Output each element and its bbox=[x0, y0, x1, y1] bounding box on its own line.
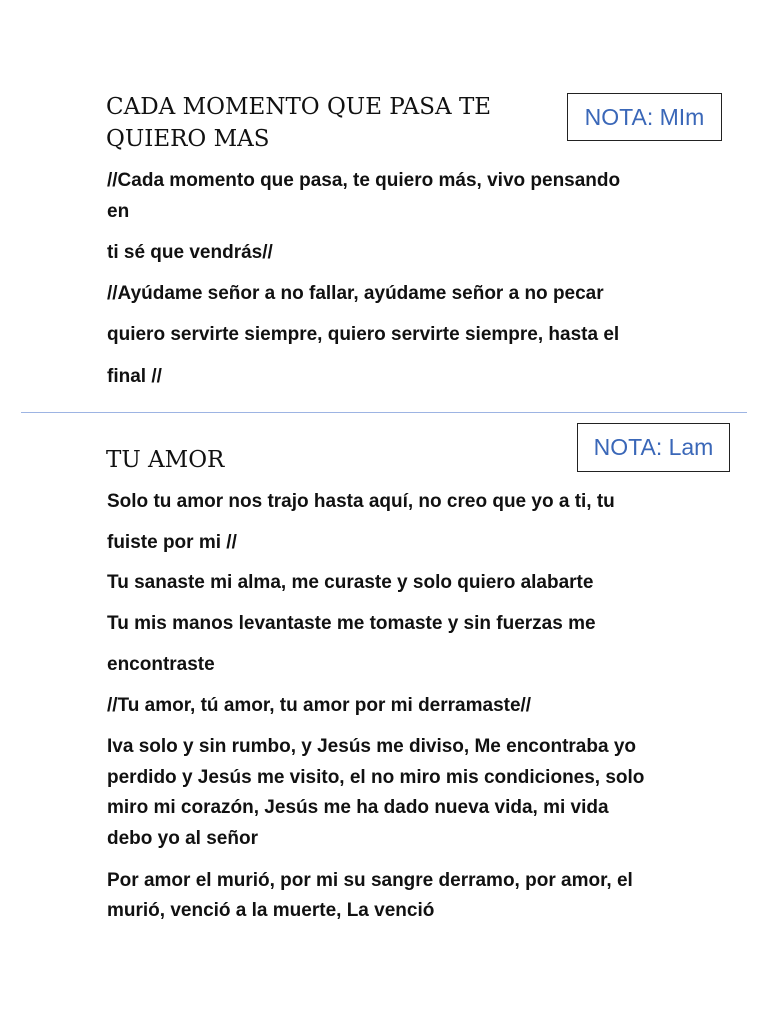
song-2-nota-box: NOTA: Lam bbox=[577, 423, 730, 472]
song-2-lyric-line: Tu sanaste mi alma, me curaste y solo quiero alabarte bbox=[107, 572, 594, 593]
song-2-lyric-line: perdido y Jesús me visito, el no miro mis condiciones, solo bbox=[107, 767, 645, 788]
song-1-nota-box: NOTA: MIm bbox=[567, 93, 722, 141]
song-2-lyric-line: //Tu amor, tú amor, tu amor por mi derramaste// bbox=[107, 695, 532, 716]
song-2-lyric-line: Tu mis manos levantaste me tomaste y sin fuerzas me bbox=[107, 613, 596, 634]
song-1-lyric-line: //Cada momento que pasa, te quiero más, vivo pensando bbox=[107, 170, 621, 191]
song-1-lyric-line: final // bbox=[107, 366, 162, 387]
song-1-title-line-2: QUIERO MAS bbox=[106, 126, 270, 152]
song-1-lyric-line: quiero servirte siempre, quiero servirte siempre, hasta el bbox=[107, 324, 620, 345]
section-divider bbox=[21, 412, 747, 413]
song-2-lyric-line: miro mi corazón, Jesús me ha dado nueva vida, mi vida bbox=[107, 797, 609, 818]
song-2-lyric-line: fuiste por mi // bbox=[107, 532, 237, 553]
song-2-title: TU AMOR bbox=[106, 447, 225, 473]
song-2-lyric-line: murió, venció a la muerte, La venció bbox=[107, 900, 435, 921]
song-1-lyric-line: //Ayúdame señor a no fallar, ayúdame señor a no pecar bbox=[107, 283, 604, 304]
song-2-lyric-line: Por amor el murió, por mi su sangre derramo, por amor, el bbox=[107, 870, 633, 891]
song-1-title-line-1: CADA MOMENTO QUE PASA TE bbox=[106, 94, 492, 120]
song-1-lyric-line: ti sé que vendrás// bbox=[107, 242, 273, 263]
song-2-lyric-line: encontraste bbox=[107, 654, 215, 675]
song-2-lyric-line: Solo tu amor nos trajo hasta aquí, no creo que yo a ti, tu bbox=[107, 491, 615, 512]
song-2-lyric-line: Iva solo y sin rumbo, y Jesús me diviso, Me encontraba yo bbox=[107, 736, 637, 757]
song-2-lyric-line: debo yo al señor bbox=[107, 828, 258, 849]
song-1-lyric-line: en bbox=[107, 201, 130, 222]
